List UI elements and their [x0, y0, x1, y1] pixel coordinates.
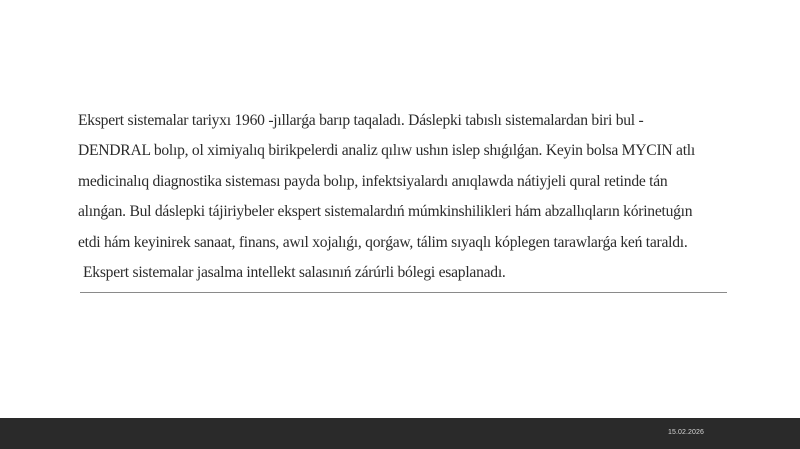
- body-text-line: DENDRAL bolıp, ol ximiyalıq birikpelerdi analiz qılıw ushın islep shıǵılǵan. Keyin bolsa MYCIN atlı: [78, 142, 695, 160]
- body-text-line: etdi hám keyinirek sanaat, finans, awıl xojalıǵı, qorǵaw, tálim sıyaqlı kóplegen tarawlarǵa keń taraldı.: [78, 233, 688, 251]
- horizontal-divider: [80, 292, 727, 293]
- body-text: [78, 106, 738, 288]
- body-text-line: alınǵan. Bul dáslepki tájiriybeler ekspert sistemalardıń múmkinshilikleri hám abzallıqların kórinetuǵın: [78, 203, 693, 221]
- body-text-line: medicinalıq diagnostika sisteması payda bolıp, infektsiyalardı anıqlawda nátiyjeli qural retinde tán: [78, 172, 668, 190]
- footer-bar: [0, 418, 800, 449]
- body-text-line: Ekspert sistemalar tariyxı 1960 -jıllarǵa barıp taqaladı. Dáslepki tabıslı sistemalardan biri bul -: [78, 112, 644, 129]
- footer-date: 15.02.2026: [668, 429, 705, 436]
- body-text-line: Ekspert sistemalar jasalma intellekt salasınıń zárúrli bólegi esaplanadı.: [83, 264, 506, 282]
